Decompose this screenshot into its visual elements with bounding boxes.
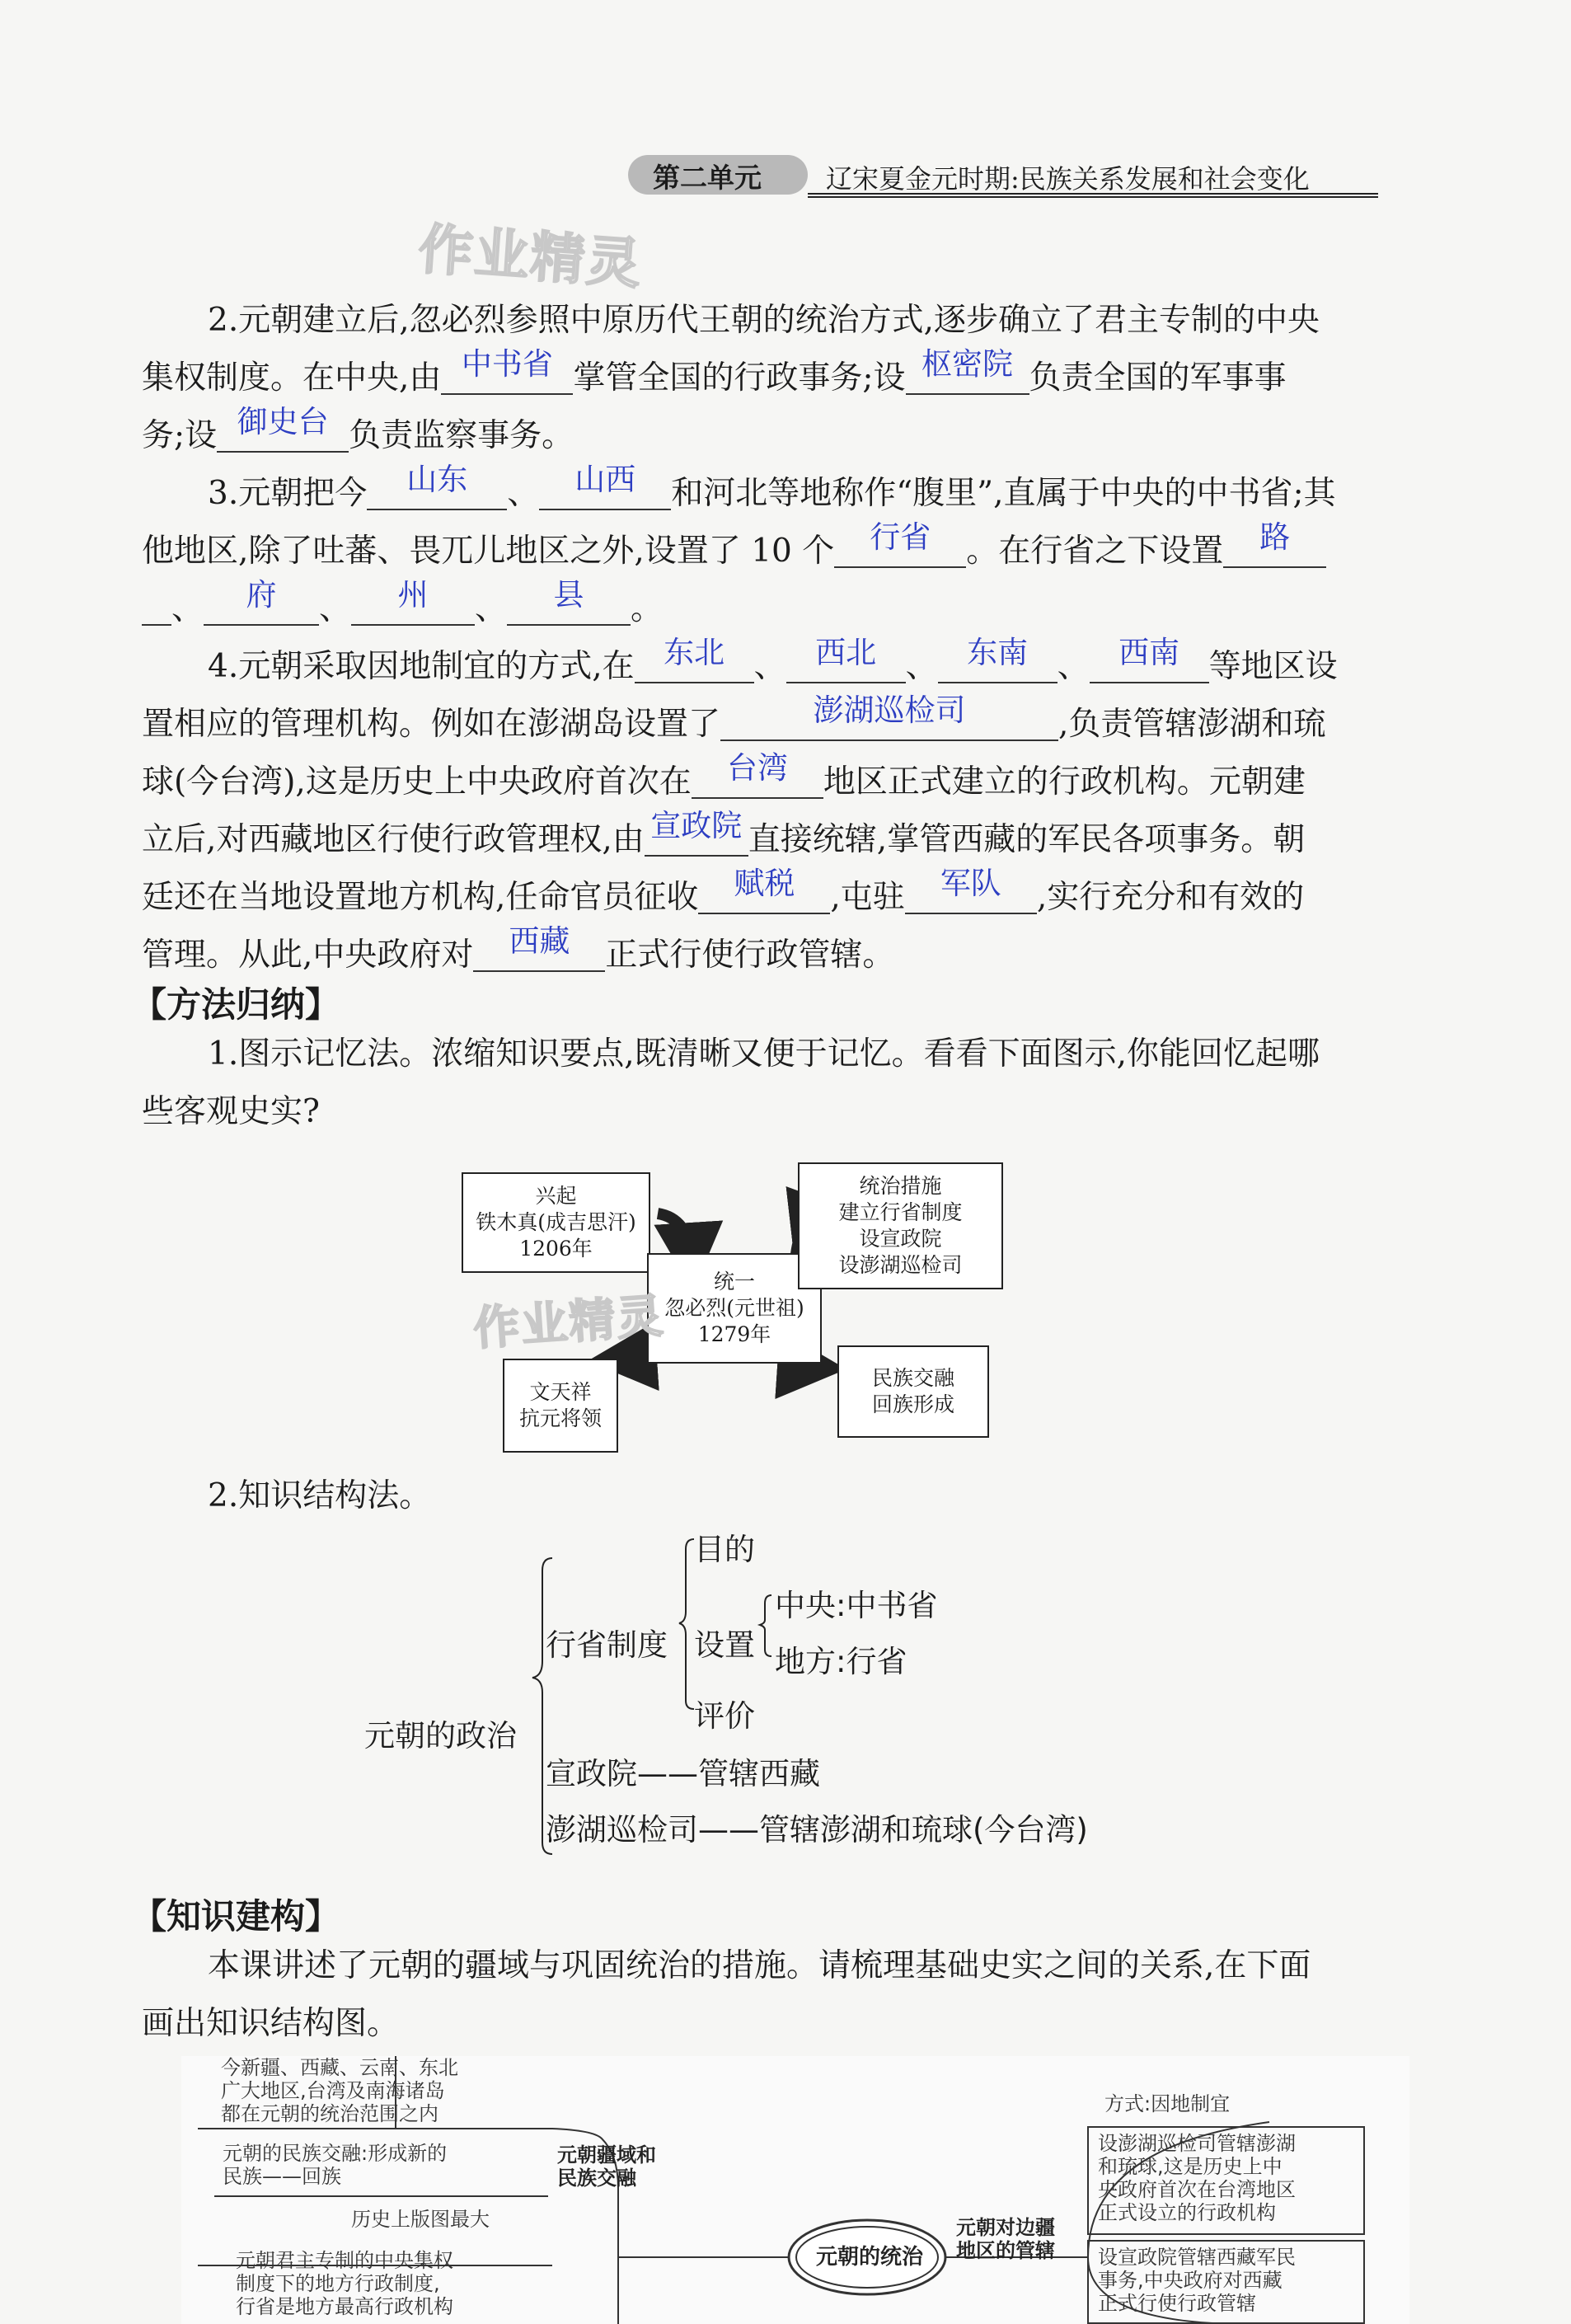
answer-text: 澎湖巡检司	[813, 693, 966, 728]
q2-text: 负责全国的军事事	[1029, 359, 1287, 397]
box-wen-line: 文天祥	[529, 1380, 592, 1404]
arrow-rise-to-unify	[658, 1214, 691, 1257]
answer-text: 州	[397, 577, 429, 613]
q4-text: 立后,对西藏地区行使行政管理权,由	[142, 821, 645, 858]
q4-text: 正式行使行政管辖。	[605, 937, 895, 974]
q4-line-6	[142, 923, 1378, 984]
map-r1-line: 和琉球,这是历史上中	[1098, 2155, 1283, 2178]
unit-header	[628, 150, 1378, 200]
memory-diagram	[462, 1162, 1072, 1459]
q3-text: 。	[631, 590, 664, 627]
question-3	[142, 462, 1378, 638]
method-p1-line-2: 些客观史实?	[142, 1093, 320, 1130]
map-right-branch-line: 地区的管辖	[956, 2239, 1055, 2262]
answer-blank[interactable]	[938, 635, 1057, 683]
map-right-branch-line: 元朝对边疆	[956, 2216, 1055, 2239]
map-l1-line: 广大地区,台湾及南海诸岛	[221, 2079, 445, 2102]
tree-n1b2: 地方:行省	[775, 1644, 907, 1679]
tree-n1: 行省制度	[546, 1627, 668, 1663]
method-heading: 【方法归纳】	[132, 984, 340, 1025]
header-rule	[808, 193, 1378, 198]
answer-blank[interactable]	[692, 750, 823, 799]
q4-text: 、	[753, 648, 786, 685]
q4-text: 4.元朝采取因地制宜的方式,在	[208, 648, 635, 685]
method-intro	[142, 1026, 1378, 1141]
q4-text: 球(今台湾),这是历史上中央政府首次在	[142, 763, 692, 800]
map-right-branch	[956, 2216, 1055, 2262]
answer-blank[interactable]	[473, 923, 605, 972]
map-l1	[221, 2056, 458, 2125]
map-l2	[223, 2142, 447, 2188]
answer-blank[interactable]	[204, 577, 319, 626]
build-p1-line-1: 本课讲述了元朝的疆域与巩固统治的措施。请梳理基础史实之间的关系,在下面	[208, 1947, 1311, 1984]
answer-blank[interactable]	[720, 693, 1058, 741]
answer-text: 宣政院	[650, 808, 743, 843]
q3-text: 、	[475, 590, 508, 627]
q4-line-3	[142, 750, 1378, 811]
answer-text: 府	[246, 577, 277, 613]
map-r2	[1098, 2246, 1296, 2315]
map-l4	[236, 2249, 453, 2318]
box-unify-line: 统一	[713, 1270, 755, 1293]
method-p2: 2.知识结构法。	[208, 1477, 432, 1514]
q2-line-1: 2.元朝建立后,忽必烈参照中原历代王朝的统治方式,逐步确立了君主专制的中央	[208, 302, 1320, 339]
tree-root: 元朝的政治	[364, 1718, 517, 1754]
tree-n2: 宣政院——管辖西藏	[546, 1756, 820, 1791]
map-l4-line: 元朝君主专制的中央集权	[236, 2249, 453, 2272]
mind-map	[181, 2056, 1409, 2324]
knowledge-tree	[363, 1529, 1203, 1859]
answer-blank[interactable]	[834, 519, 966, 568]
map-l2-line: 民族——回族	[223, 2165, 341, 2188]
answer-blank[interactable]	[786, 635, 906, 683]
method-p1-line-1: 1.图示记忆法。浓缩知识要点,既清晰又便于记忆。看看下面图示,你能回忆起哪	[208, 1035, 1320, 1073]
tree-n1a: 目的	[694, 1532, 755, 1567]
answer-text: 台湾	[726, 750, 788, 786]
box-wen	[503, 1359, 618, 1453]
answer-text: 赋税	[734, 866, 795, 901]
answer-text: 山东	[406, 462, 468, 497]
answer-blank[interactable]	[351, 577, 475, 626]
answer-blank[interactable]	[217, 404, 349, 453]
map-r1-line: 设澎湖巡检司管辖澎湖	[1098, 2132, 1296, 2155]
answer-text: 行省	[870, 519, 931, 555]
answer-blank[interactable]	[539, 462, 671, 510]
answer-text: 西南	[1118, 635, 1180, 670]
map-l1-line: 今新疆、西藏、云南、东北	[221, 2056, 458, 2079]
answer-text: 东北	[664, 635, 725, 670]
unit-title: 辽宋夏金元时期:民族关系发展和社会变化	[826, 163, 1310, 195]
q3-text: 和河北等地称作“腹里”,直属于中央的中书省;其	[671, 475, 1336, 512]
box-ethnic-line: 民族交融	[871, 1366, 954, 1390]
answer-blank[interactable]	[1223, 519, 1326, 568]
tree-n1b1: 中央:中书省	[775, 1588, 938, 1623]
answer-blank[interactable]	[906, 346, 1029, 395]
answer-text: 县	[553, 577, 584, 613]
q3-text: 、	[319, 590, 352, 627]
q3-text: 3.元朝把今	[208, 475, 368, 512]
build-intro	[142, 1937, 1378, 2053]
box-rise	[462, 1172, 650, 1273]
q2-text: 集权制度。在中央,由	[142, 359, 442, 397]
answer-blank[interactable]	[635, 635, 754, 683]
box-rise-line: 1206年	[519, 1237, 593, 1261]
tree-n1c: 评价	[694, 1698, 755, 1734]
box-unify	[647, 1253, 822, 1364]
map-l2-line: 元朝的民族交融:形成新的	[223, 2142, 448, 2165]
watermark: 作业精灵	[416, 217, 645, 297]
q2-line-3	[142, 404, 1378, 465]
q4-text: ,屯驻	[830, 879, 905, 916]
q4-text: ,实行充分和有效的	[1036, 879, 1305, 916]
build-heading: 【知识建构】	[132, 1896, 340, 1937]
q2-text: 掌管全国的行政事务;设	[573, 359, 906, 397]
box-ethnic-line: 回族形成	[871, 1392, 954, 1416]
unit-label: 第二单元	[653, 162, 762, 194]
q4-text: 直接统辖,掌管西藏的军民各项事务。朝	[748, 821, 1306, 858]
box-rise-line: 兴起	[535, 1184, 577, 1208]
map-left-branch-line: 元朝疆域和	[557, 2143, 656, 2167]
map-left-branch-line: 民族交融	[557, 2167, 636, 2190]
q4-text: 、	[905, 648, 938, 685]
q3-text: 他地区,除了吐蕃、畏兀儿地区之外,设置了 10 个	[142, 533, 835, 570]
question-4	[142, 635, 1378, 984]
map-r2-line: 事务,中央政府对西藏	[1098, 2269, 1283, 2292]
q2-text: 负责监察事务。	[349, 417, 574, 454]
q3-text: 、	[507, 475, 540, 512]
box-measures-line: 设宣政院	[859, 1227, 942, 1251]
map-l4-line: 制度下的地方行政制度,	[236, 2272, 440, 2295]
map-r1-line: 央政府首次在台湾地区	[1098, 2178, 1296, 2201]
box-rise-line: 铁木真(成吉思汗)	[476, 1210, 636, 1234]
box-measures-line: 统治措施	[859, 1174, 942, 1198]
box-wen-line: 抗元将领	[518, 1406, 602, 1430]
tree-n3: 澎湖巡检司——管辖澎湖和琉球(今台湾)	[546, 1812, 1088, 1847]
question-2	[142, 292, 1378, 465]
map-left-branch	[557, 2143, 656, 2190]
answer-text: 中书省	[461, 346, 553, 382]
box-unify-line: 1279年	[697, 1322, 771, 1346]
answer-blank-tail	[142, 583, 171, 626]
map-l3: 历史上版图最大	[351, 2208, 490, 2231]
map-r2-line: 正式行使行政管辖	[1098, 2292, 1256, 2315]
q2-text: 务;设	[142, 417, 218, 454]
box-measures-line: 设澎湖巡检司	[838, 1253, 963, 1277]
map-r2-line: 设宣政院管辖西藏军民	[1098, 2246, 1296, 2269]
q3-text: 。在行省之下设置	[966, 533, 1224, 570]
answer-blank[interactable]	[905, 866, 1037, 914]
q4-text: 廷还在当地设置地方机构,任命官员征收	[142, 879, 699, 916]
tree-n1b: 设置	[694, 1627, 755, 1663]
answer-text: 西北	[815, 635, 877, 670]
answer-text: 枢密院	[921, 346, 1014, 382]
answer-blank[interactable]	[698, 866, 830, 914]
box-measures-line: 建立行省制度	[838, 1200, 963, 1224]
answer-text: 军队	[940, 866, 1001, 901]
watermark: 作业精灵	[471, 1289, 667, 1357]
map-r1	[1098, 2132, 1296, 2224]
answer-blank[interactable]	[367, 462, 507, 510]
brace-n1b	[760, 1595, 771, 1656]
q4-text: 置相应的管理机构。例如在澎湖岛设置了	[142, 706, 721, 743]
answer-blank[interactable]	[441, 346, 573, 395]
box-ethnic	[837, 1345, 989, 1438]
q4-text: 、	[1057, 648, 1090, 685]
q4-text: 管理。从此,中央政府对	[142, 937, 474, 974]
answer-blank[interactable]	[1090, 635, 1209, 683]
map-r1-line: 正式设立的行政机构	[1098, 2201, 1276, 2224]
q4-line-5	[142, 866, 1378, 927]
map-r0: 方式:因地制宜	[1104, 2092, 1231, 2115]
box-measures	[798, 1162, 1003, 1289]
answer-text: 御史台	[237, 404, 329, 439]
map-l1-line: 都在元朝的统治范围之内	[221, 2102, 438, 2125]
q3-line-2	[142, 519, 1378, 580]
box-unify-line: 忽必烈(元世祖)	[664, 1296, 804, 1320]
answer-text: 西藏	[509, 923, 570, 959]
q4-text: ,负责管辖澎湖和琉	[1058, 706, 1326, 743]
answer-blank[interactable]	[645, 808, 748, 857]
answer-blank[interactable]	[507, 577, 631, 626]
map-l4-line: 行省是地方最高行政机构	[236, 2295, 453, 2318]
q3-line-1	[142, 462, 1378, 523]
answer-text: 路	[1259, 519, 1291, 555]
q4-text: 地区正式建立的行政机构。元朝建	[823, 763, 1306, 800]
q4-text: 等地区设	[1208, 648, 1338, 685]
build-p1-line-2: 画出知识结构图。	[142, 2005, 400, 2042]
map-center: 元朝的统治	[816, 2245, 924, 2270]
answer-text: 山西	[574, 462, 636, 497]
brace-n1	[679, 1539, 694, 1709]
q3-text: 、	[171, 590, 204, 627]
answer-text: 东南	[967, 635, 1029, 670]
